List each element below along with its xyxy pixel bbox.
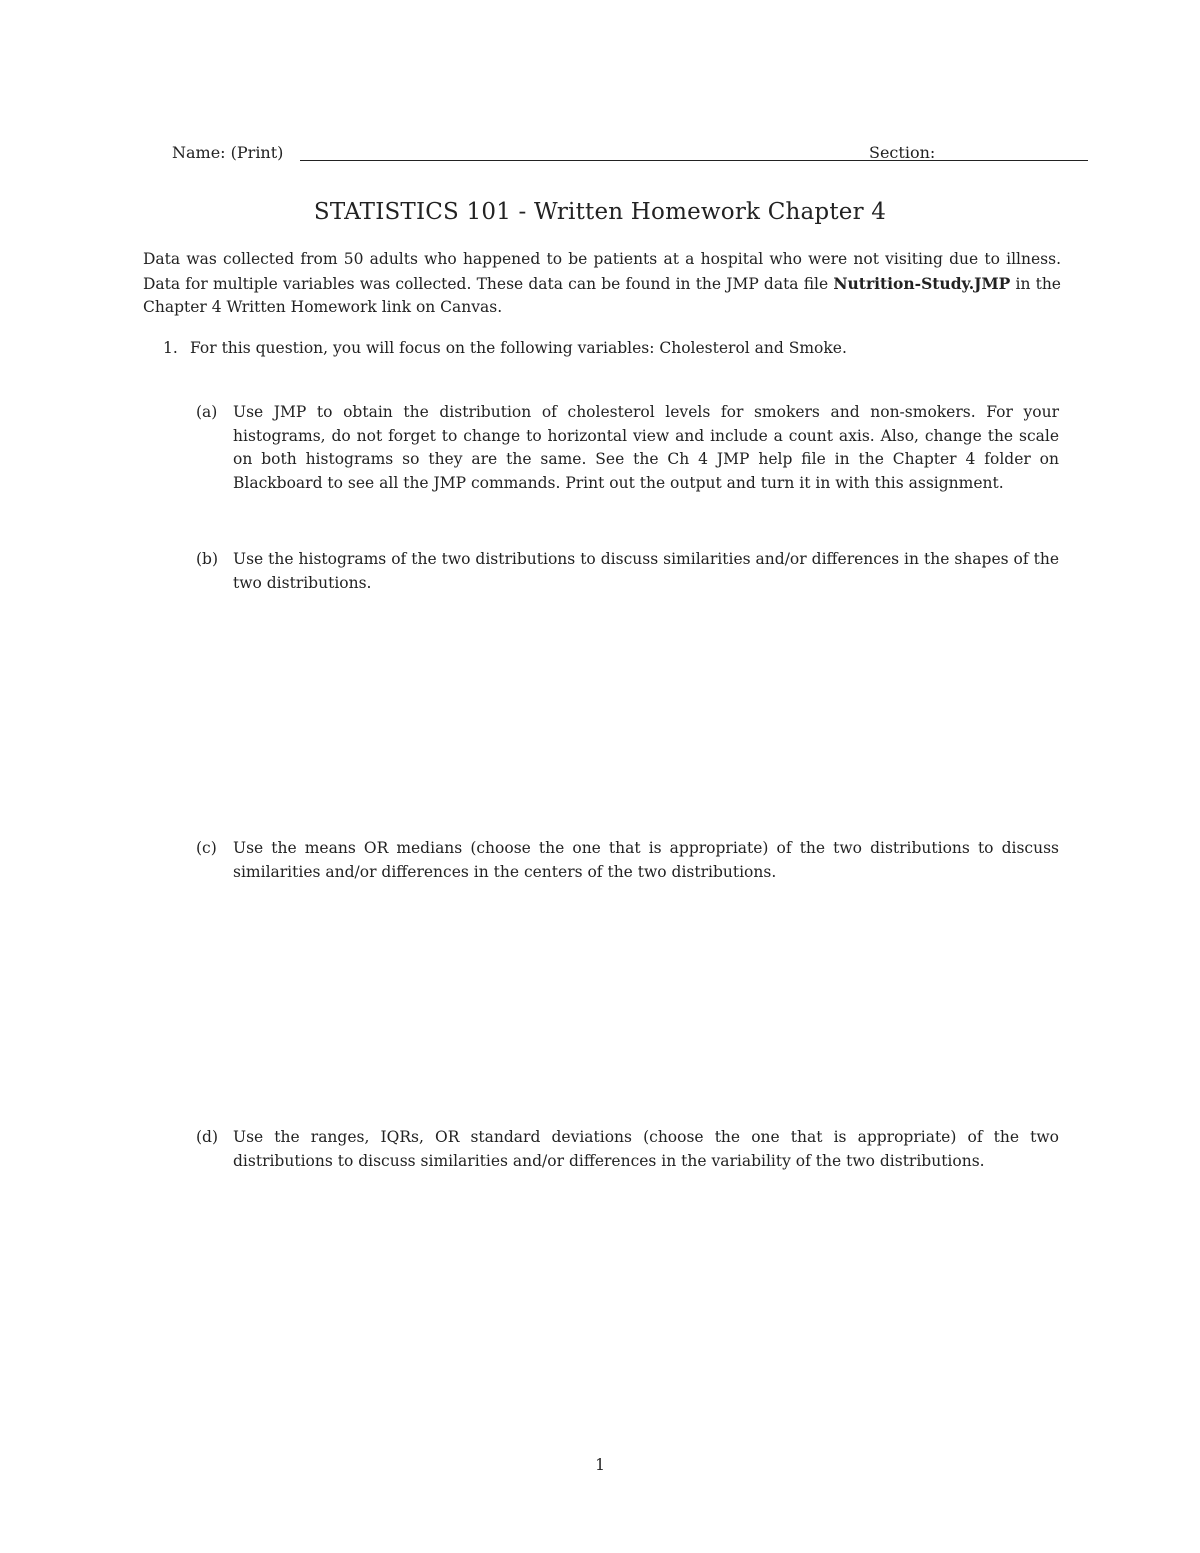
question-1b-label: (b) — [196, 550, 219, 568]
question-1c-text: Use the means OR medians (choose the one that is appropriate) of the two distributions to discuss similarities and/or differences in the centers of the two distributions. — [233, 839, 1059, 881]
data-file-name: Nutrition-Study.JMP — [833, 273, 1011, 293]
name-label: Name: (Print) — [172, 143, 284, 162]
question-1b-text: Use the histograms of the two distributions to discuss similarities and/or differences in the shapes of the two distributions. — [233, 550, 1059, 592]
intro-paragraph — [143, 248, 1061, 320]
question-1-number: 1. — [163, 339, 178, 357]
page-title: STATISTICS 101 - Written Homework Chapter 4 — [313, 199, 887, 225]
question-1a-label: (a) — [196, 403, 218, 421]
question-1c-label: (c) — [196, 839, 217, 857]
header-row — [172, 143, 1088, 167]
section-blank-line — [945, 160, 1088, 161]
name-blank-line — [300, 160, 964, 161]
page-number: 1 — [595, 1456, 605, 1474]
intro-text-before: Data was collected from 50 adults who happened to be patients at a hospital who were not visiting due to illness. Data for multiple variables was collected. These data can be found in the JMP data file — [143, 250, 1061, 293]
intro-text-after: in the Chapter 4 Written Homework link on Canvas. — [143, 274, 1061, 316]
question-1a-text: Use JMP to obtain the distribution of cholesterol levels for smokers and non-smokers. For your histograms, do not forget to change to horizontal view and include a count axis. Also, change the scale on both histograms so they are the same. See the Ch 4 JMP help file in the Chapter 4 folder on Blackboard to see all the JMP commands. Print out the output and turn it in with this assignment. — [233, 403, 1059, 492]
question-1-text: For this question, you will focus on the following variables: Cholesterol and Smoke. — [190, 339, 847, 357]
question-1d-text: Use the ranges, IQRs, OR standard deviations (choose the one that is appropriate) of the two distributions to discuss similarities and/or differences in the variability of the two distributions. — [233, 1128, 1059, 1170]
section-label: Section: — [869, 143, 936, 162]
question-1d-label: (d) — [196, 1128, 219, 1146]
